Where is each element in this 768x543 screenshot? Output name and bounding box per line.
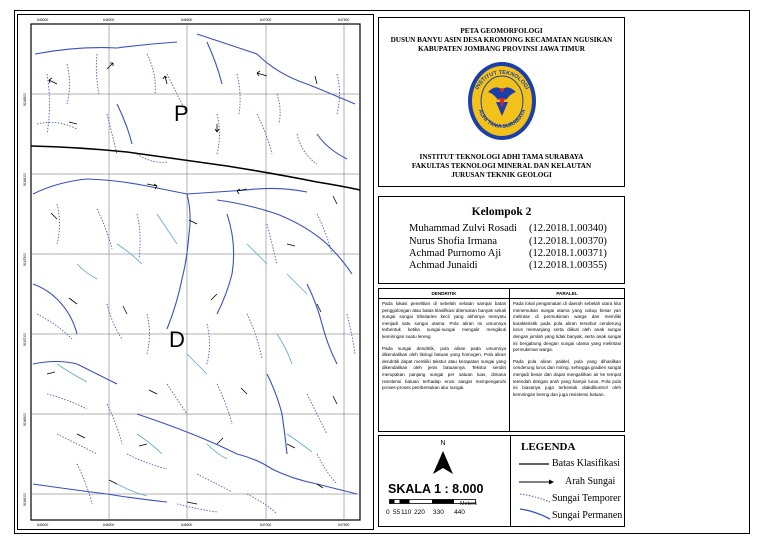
grid-label-left: 9167500: [23, 252, 27, 266]
grid-label-bottom: 645000: [37, 523, 49, 527]
legend-item-temporary: Sungai Temporer: [552, 493, 621, 504]
group-title: Kelompok 2: [471, 206, 532, 218]
temporary-river-legend-icon: [520, 492, 552, 504]
paralel-paragraph: Pada lokal pengamatan di daerah sebelah utara kita menemukan sungai utama yang cukup besar yan melintas di permukiman warga dan memiliki karakteristik pada pola aliran tersebut cenderung lurus memanjang serta diikuti oleh anak sungai dengan jumlah yang tidak banyak, serta anak sungai ini bergabung dengan sungai utama yang melintasi permukiman warga.: [513, 301, 621, 353]
map-title: PETA GEOMORFOLOGI: [460, 27, 543, 35]
group-members-panel: [378, 196, 625, 284]
flow-arrow-legend-icon: [519, 478, 555, 486]
zone-label-d: D: [169, 327, 185, 352]
member-id: (12.2018.1.00340): [529, 223, 607, 234]
dendritik-description: [382, 301, 506, 397]
grid-label-bottom: 647500: [338, 523, 350, 527]
map-title-location: DUSUN BANYU ASIN DESA KROMONG KECAMATAN NGUSIKAN: [390, 36, 613, 44]
scale-unit: Meters: [460, 501, 477, 507]
legend-title: LEGENDA: [521, 441, 576, 453]
header-divider: [379, 298, 624, 299]
grid-label-left: 9167000: [23, 332, 27, 346]
north-label: N: [440, 440, 446, 447]
scale-tick: 330: [433, 509, 444, 516]
legend-divider: [510, 436, 511, 526]
scale-tick: 110: [401, 509, 412, 516]
grid-label-bottom: 646500: [181, 523, 193, 527]
grid-label-bottom: 647000: [260, 523, 272, 527]
legend-item-boundary: Batas Klasifikasi: [552, 458, 621, 469]
paralel-heading: PARALEL: [556, 291, 578, 296]
legend-item-permanent: Sungai Permanen: [552, 510, 623, 521]
column-divider: [509, 289, 510, 431]
title-block: [378, 17, 625, 187]
logo-text-bottom: ADHI TAMA SURABAYA: [476, 108, 528, 131]
dendritik-paragraph: Pada sungai dendritik, pola aliran pada umumnya dikendalikan oleh litologi batuan yang homogen. Pola aliran dendritik dapat memiliki tekstur atau kerapatan sungai yang dikendalikan oleh jenis batuannya. Tekstur sendiri merupakan panjang sungai per satuan luas, dimana resistensi batuan terhadap erosi sangat mempengaruhi proses-proses pembentukan alur sungai.: [382, 345, 506, 391]
drainage-pattern-table: [378, 288, 625, 432]
grid-label-top: 647000: [260, 18, 272, 22]
grid-label-left: 9166000: [23, 492, 27, 506]
north-arrow-icon: [430, 450, 456, 476]
permanent-river-legend-icon: [520, 507, 552, 521]
zone-label-p: P: [174, 101, 189, 126]
dendritik-paragraph: Pada lokasi penelitian di sebelah selatan sampai batas penggolongan atau batas klasifikasi ditemukan banyak sekali sungai sungai tributaries kecil yang akhirnya menyatu menjadi satu sungai utama. Pola aliran ini umumnya terbentuk ketika sungai-sungai mengalir mengikuti kemiringan suatu lereng: [382, 301, 506, 339]
member-id: (12.2018.1.00370): [529, 236, 607, 247]
scale-label: SKALA 1 : 8.000: [388, 482, 484, 496]
grid-label-top: 646000: [103, 18, 115, 22]
dendritik-heading: DENDRITIK: [431, 291, 457, 296]
grid-label-bottom: 646000: [103, 523, 115, 527]
grid-label-left: 9168000: [23, 172, 27, 186]
scale-tick: 220: [414, 509, 425, 516]
member-name: Achmad Junaidi: [409, 260, 478, 271]
institution-name: INSTITUT TEKNOLOGI ADHI TAMA SURABAYA: [419, 153, 584, 161]
scale-tick: 440: [454, 509, 465, 516]
grid-label-left: 9168500: [23, 92, 27, 106]
map-title-region: KABUPATEN JOMBANG PROVINSI JAWA TIMUR: [418, 45, 585, 53]
grid-label-top: 645000: [37, 18, 49, 22]
grid-label-top: 647500: [338, 18, 350, 22]
member-id: (12.2018.1.00355): [529, 260, 607, 271]
scale-tick: 0: [386, 509, 390, 516]
legend-item-flow: Arah Sungai: [565, 476, 616, 487]
paralel-description: [513, 301, 621, 403]
member-name: Achmad Purnomo Aji: [409, 248, 502, 259]
department-name: JURUSAN TEKNIK GEOLOGI: [451, 171, 552, 179]
member-id: (12.2018.1.00371): [529, 248, 607, 259]
faculty-name: FAKULTAS TEKNOLOGI MINERAL DAN KELAUTAN: [411, 162, 592, 170]
institution-logo: [466, 60, 538, 142]
member-name: Muhammad Zulvi Rosadi: [409, 223, 517, 234]
member-name: Nurus Shofia Irmana: [409, 236, 498, 247]
scale-tick: 55: [393, 509, 401, 516]
grid-label-left: 9166500: [23, 412, 27, 426]
boundary-legend-icon: [519, 460, 551, 468]
paralel-paragraph: Pada pola aliran palalel, pola yang dihasilkan cenderung lurus dan miring, sehingga gradien sungai menjadi besar dan dapat mengalirkan air ke tempat terendah dengan arah yang hampir lurus. Pola pola ini biasanya juga terbentuk diakdikontrol oleh kemiringan lereng dan juga resistensi batuan.: [513, 358, 621, 397]
grid-label-top: 646500: [181, 18, 193, 22]
logo-text-top: INSTITUT TEKNOLOGI: [474, 69, 530, 91]
map-panel: [17, 14, 374, 530]
